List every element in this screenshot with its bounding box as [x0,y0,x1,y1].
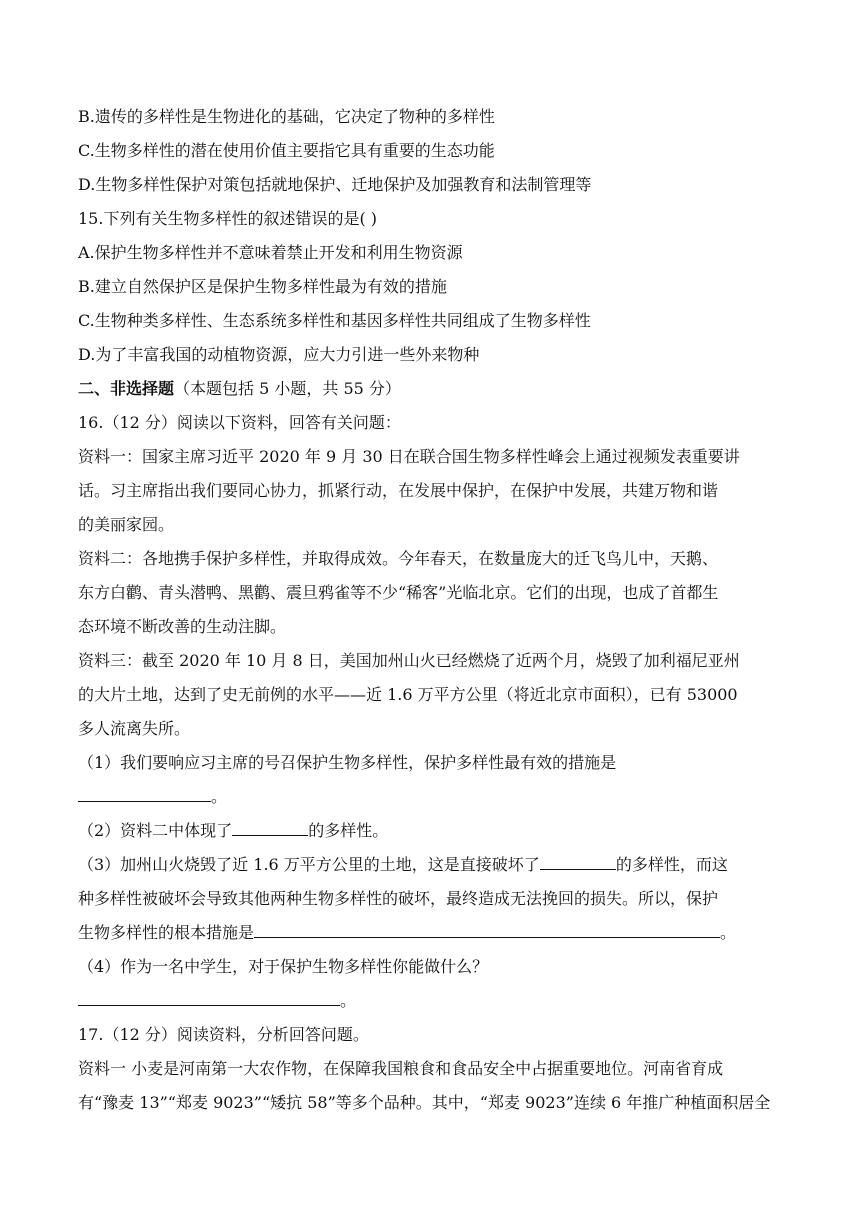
q16-material2-line1: 资料二：各地携手保护多样性，并取得成效。今年春天，在数量庞大的迁飞鸟儿中，天鹅、 [78,549,719,568]
punctuation: 。 [340,991,357,1010]
q16-material1-line3: 的美丽家园。 [78,515,175,534]
q14-option-d: D.生物多样性保护对策包括就地保护、迁地保护及加强教育和法制管理等 [78,175,592,194]
q15-option-a: A.保护生物多样性并不意味着禁止开发和利用生物资源 [78,243,463,262]
q16-material3-line1: 资料三：截至 2020 年 10 月 8 日，美国加州山火已经燃烧了近两个月，烧毁了加利福尼亚州 [78,651,740,670]
q16-material1-line2: 话。习主席指出我们要同心协力，抓紧行动，在发展中保护，在保护中发展，共建万物和谐 [78,481,719,500]
q16-part4-stem: （4）作为一名中学生，对于保护生物多样性你能做什么？ [78,957,489,976]
q16-part2-tail: 的多样性。 [308,821,389,840]
q16-material2-line2: 东方白鹳、青头潜鸭、黑鹳、震旦鸦雀等不少“稀客”光临北京。它们的出现，也成了首都生 [78,583,719,602]
q16-part3-tail: 的多样性，而这 [615,855,728,874]
answer-blank[interactable] [540,868,616,870]
q16-part2-stem: （2）资料二中体现了 [78,821,233,840]
q14-option-c: C.生物多样性的潜在使用价值主要指它具有重要的生态功能 [78,141,495,160]
q16-part2 [78,814,783,848]
q16-material2-line3: 态环境不断改善的生动注脚。 [78,617,287,636]
section-heading [78,372,783,406]
q17-material1-line2: 有“豫麦 13”“郑麦 9023”“矮抗 58”等多个品种。其中，“郑麦 9023”连续 6 年推广种植面积居全 [78,1093,771,1112]
q15-option-c: C.生物种类多样性、生态系统多样性和基因多样性共同组成了生物多样性 [78,311,591,330]
q16-part4-answer-line [78,984,783,1018]
section-note: （本题包括 5 小题，共 55 分） [174,379,401,398]
q16-part3-line2: 种多样性被破坏会导致其他两种生物多样性的破坏，最终造成无法挽回的损失。所以，保护 [78,889,719,908]
q16-part3-stem2: 生物多样性的根本措施是 [78,923,255,942]
q16-part3-line3 [78,916,783,950]
q16-material3-line3: 多人流离失所。 [78,719,191,738]
q15-stem: 15.下列有关生物多样性的叙述错误的是( ) [78,209,378,228]
q16-material3-line2: 的大片土地，达到了史无前例的水平——近 1.6 万平方公里（将近北京市面积），已有 53000 [78,685,738,704]
q15-option-b: B.建立自然保护区是保护生物多样性最为有效的措施 [78,277,447,296]
q16-part1-answer-line [78,780,783,814]
punctuation: 。 [720,923,737,942]
q17-material1-line1: 资料一 小麦是河南第一大农作物，在保障我国粮食和食品安全中占据重要地位。河南省育成 [78,1059,724,1078]
document-content [78,100,783,1120]
q14-option-b: B.遗传的多样性是生物进化的基础，它决定了物种的多样性 [78,107,495,126]
answer-blank[interactable] [232,834,308,836]
q16-material1-line1: 资料一：国家主席习近平 2020 年 9 月 30 日在联合国生物多样性峰会上通过视频发表重要讲 [78,447,740,466]
answer-blank[interactable] [78,800,211,802]
section-title: 二、非选择题 [78,379,175,398]
q16-part3-stem: （3）加州山火烧毁了近 1.6 万平方公里的土地，这是直接破坏了 [78,855,540,874]
punctuation: 。 [211,787,228,806]
answer-blank[interactable] [78,1004,340,1006]
answer-blank[interactable] [254,936,720,938]
q16-header: 16.（12 分）阅读以下资料，回答有关问题： [78,413,401,432]
q16-part1-stem: （1）我们要响应习主席的号召保护生物多样性，保护多样性最有效的措施是 [78,753,617,772]
q17-header: 17.（12 分）阅读资料，分析回答问题。 [78,1025,369,1044]
q16-part3-line1 [78,848,783,882]
q15-option-d: D.为了丰富我国的动植物资源，应大力引进一些外来物种 [78,345,480,364]
